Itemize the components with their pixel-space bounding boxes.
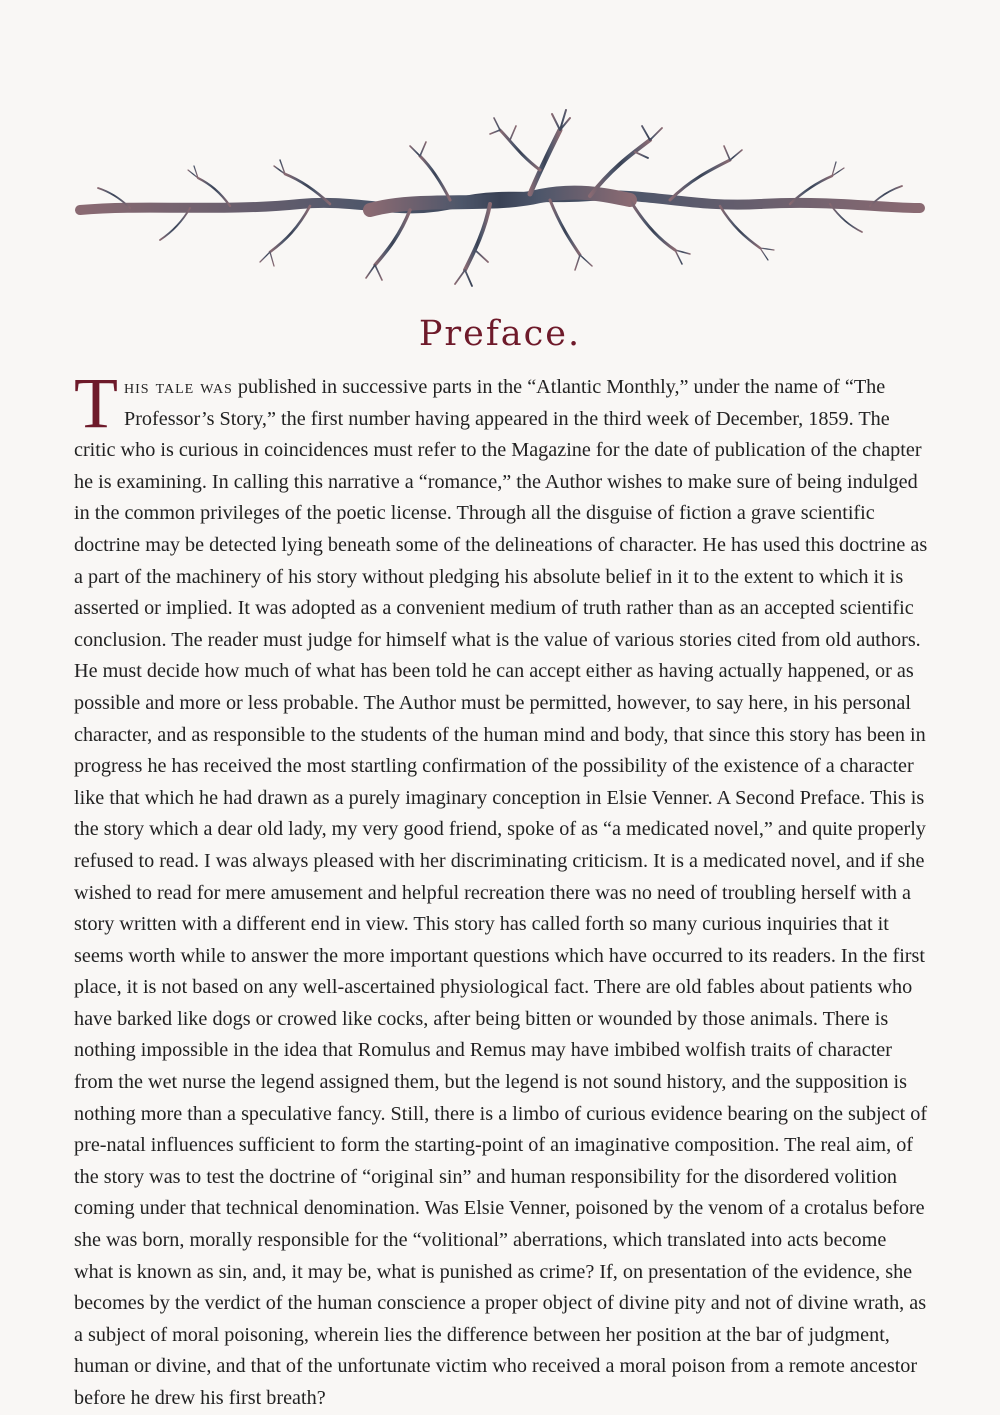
lead-in: his tale was — [123, 376, 233, 398]
body-text: published in successive parts in the “Atlantic Monthly,” under the name of “The Professor’s Story,” the first number having appeared in the third week of December, 1859. The critic who is curious in coincidences must refer to the Magazine for the date of publication of the chapter he is examining. In calling this narrative a “romance,” the Author wishes to make sure of being indulged in the common privileges of the poetic license. Through all the disguise of fiction a grave scientific doctrine may be detected lying beneath some of the delineations of character. He has used this doctrine as a part of the machinery of his story without pledging his absolute belief in it to the extent to which it is asserted or implied. It was adopted as a convenient medium of truth rather than as an accepted scientific conclusion. The reader must judge for himself what is the value of various stories cited from old authors. He must decide how much of what has been told he can accept either as having actually happened, or as possible and more or less probable. The Author must be permitted, however, to say here, in his personal character, and as responsible to the students of the human mind and body, that since this story has been in progress he has received the most startling confirmation of the possibility of the existence of a character like that which he had drawn as a purely imaginary conception in Elsie Venner. A Second Preface. This is the story which a dear old lady, my very good friend, spoke of as “a medicated novel,” and quite properly refused to read. I was always pleased with her discriminating criticism. It is a medicated novel, and if she wished to read for mere amusement and helpful recreation there was no need of troubling herself with a story written with a different end in view. This story has called forth so many curious inquiries that it seems worth while to answer the more important questions which have occurred to its readers. In the first place, it is not based on any well-ascertained physiological fact. There are old fables about patients who have barked like dogs or crowed like cocks, after being bitten or wounded by those animals. There is nothing impossible in the idea that Romulus and Remus may have imbibed wolfish traits of character from the wet nurse the legend assigned them, but the legend is not sound history, and the supposition is nothing more than a speculative fancy. Still, there is a limbo of curious evidence bearing on the subject of pre-natal influences sufficient to form the starting-point of an imaginative composition. The real aim, of the story was to test the doctrine of “original sin” and human responsibility for the disordered volition coming under that technical denomination. Was Elsie Venner, poisoned by the venom of a crotalus before she was born, morally responsible for the “volitional” aberrations, which translated into acts become what is known as sin, and, it may be, what is punished as crime? If, on presentation of the evidence, she becomes by the verdict of the human conscience a proper object of divine pity and not of divine wrath, as a subject of moral poisoning, wherein lies the difference between her position at the bar of judgment, human or divine, and that of the unfortunate victim who received a moral poison from a remote ancestor before he drew his first breath? — [74, 376, 928, 1409]
preface-body — [74, 363, 930, 1415]
branching-tree-ornament-icon — [70, 100, 930, 320]
drop-cap: T — [74, 363, 118, 443]
page-title: Preface. — [418, 314, 582, 354]
